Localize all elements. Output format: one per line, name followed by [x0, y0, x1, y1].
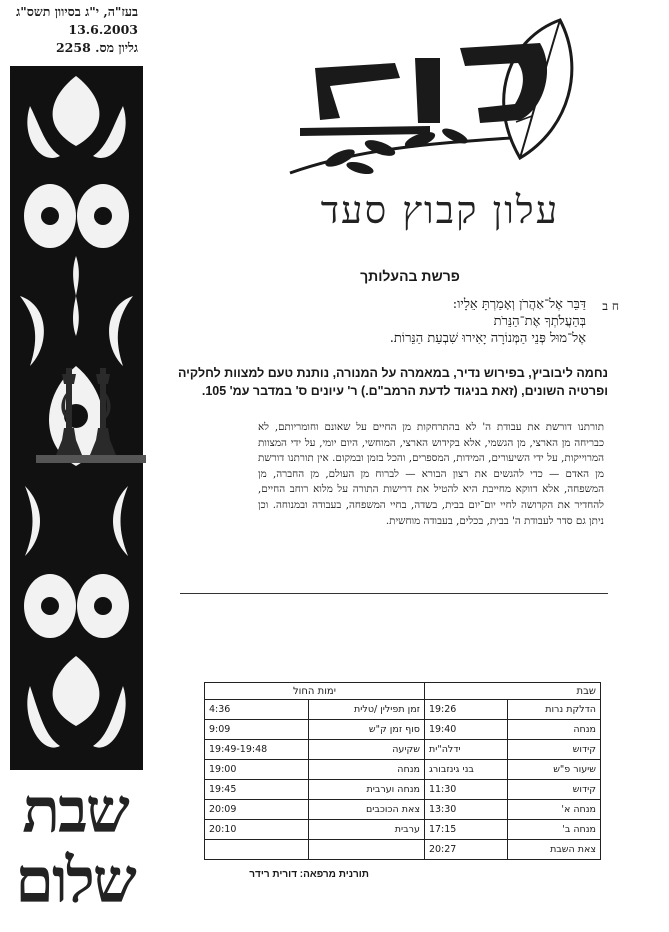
parasha-title: פרשת בהעלותך	[360, 268, 460, 284]
table-row	[205, 740, 601, 760]
weekday-time	[205, 840, 309, 860]
weekday-label	[309, 840, 425, 860]
weekday-label: סוף זמן ק"ש	[309, 720, 425, 740]
shabbat-time: בני גינזבורג	[424, 760, 507, 780]
shabbat-shalom-line2: שלום	[15, 844, 135, 917]
shabbat-header: שבת	[424, 683, 600, 700]
weekday-time: 19:00	[205, 760, 309, 780]
table-row	[205, 720, 601, 740]
shabbat-label: מנחה	[508, 720, 601, 740]
shabbat-label: שיעור פ"ש	[508, 760, 601, 780]
shabbat-label: קידוש	[508, 780, 601, 800]
shabbat-time: 19:40	[424, 720, 507, 740]
section-divider	[180, 593, 608, 594]
candlesticks-image	[30, 360, 150, 470]
article-body: תורתנו דורשת את עבודת ה' לא בהתרחקות מן החיים על שאונם וחומריותם, לא כבריחה מן הארצי, מן הגשמי, אלא בקידוש הארצי, המוחשי, היום יומי, על ידי המצוות המרוייקות, על ידי השיעורים, המידות, המספרים, והכל בזמן ובמקום. אין תורתנו דורשת מן האדם — כדי להגשים את רצון הבורא — לברוח מן העולם, מן החברה, מן המשפחה, אלא דווקא מחייבת היא להטיל את דרישות התורה על מלוא רוחב החיים, להחדיר את הקדושה לחיי יום־יום בבית, בשדה, בחיי המשפחה, בעבודה ובמנוחה. וכן ניתן גם סדר לעבודת ה' בבית, בכלים, בעבודה מוחשית.	[258, 421, 604, 527]
alim-logo	[280, 8, 610, 193]
table-row	[205, 820, 601, 840]
shabbat-time: 17:15	[424, 820, 507, 840]
weekday-time: 20:09	[205, 800, 309, 820]
shabbat-time: 19:26	[424, 700, 507, 720]
shabbat-time: ידלה"ית	[424, 740, 507, 760]
verse-line: בְּהַעֲלֹתְךָ אֶת־הַנֵּרֹת	[493, 314, 586, 329]
shabbat-label: מנחה ב'	[508, 820, 601, 840]
issue-date-hebrew: בעז"ה, י"ג בסיוון תשס"ג	[16, 4, 138, 19]
table-row	[205, 700, 601, 720]
article-intro: נחמה ליבוביץ, בפירוש נדיר, במאמרה על המנורה, נותנת טעם למצוות לחלקיה ופרטיה השונים, (זאת בניגוד לדעת הרמב"ם.) ר' עיונים ס' במדבר עמ' 105.	[177, 366, 608, 398]
weekday-label: זמן תפילין /טלית	[309, 700, 425, 720]
torah-verses	[306, 296, 586, 347]
table-row	[205, 840, 601, 860]
shabbat-time: 11:30	[424, 780, 507, 800]
table-row	[205, 800, 601, 820]
prayer-times-table	[204, 682, 601, 860]
weekday-label: מנחה	[309, 760, 425, 780]
clinic-duty-credit: תורנית מרפאה: דורית רידר	[249, 869, 369, 880]
weekday-time: 4:36	[205, 700, 309, 720]
weekday-time: 9:09	[205, 720, 309, 740]
weekday-label: ערבית	[309, 820, 425, 840]
shabbat-label: צאת השבת	[508, 840, 601, 860]
shabbat-shalom-line1: שבת	[22, 774, 128, 847]
weekday-label: מנחה וערבית	[309, 780, 425, 800]
weekday-label: צאת הכוכבים	[309, 800, 425, 820]
table-header-row	[205, 683, 601, 700]
issue-number: גליון מס. 2258	[55, 40, 138, 55]
verse-line: אֶל־מוּל פְּנֵי הַמְּנוֹרָה יָאִירוּ שִׁבְעַת הַנֵּרוֹת.	[389, 331, 586, 346]
shabbat-time: 13:30	[424, 800, 507, 820]
weekday-time: 20:10	[205, 820, 309, 840]
verse-line: דַּבֵּר אֶל־אַהֲרֹן וְאָמַרְתָּ אֵלָיו:	[452, 297, 586, 312]
verse-reference: ח ב	[602, 299, 619, 313]
shabbat-label: מנחה א'	[508, 800, 601, 820]
weekday-time: 19:49-19:48	[205, 740, 309, 760]
table-row	[205, 780, 601, 800]
table-row	[205, 760, 601, 780]
newsletter-subtitle: עלון קבוץ סעד	[320, 188, 560, 232]
weekday-header: ימות החול	[205, 683, 425, 700]
issue-date-gregorian: 13.6.2003	[68, 22, 138, 37]
shabbat-label: הדלקת נרות	[508, 700, 601, 720]
shabbat-label: קידוש	[508, 740, 601, 760]
weekday-time: 19:45	[205, 780, 309, 800]
weekday-label: שקיעה	[309, 740, 425, 760]
shabbat-time: 20:27	[424, 840, 507, 860]
